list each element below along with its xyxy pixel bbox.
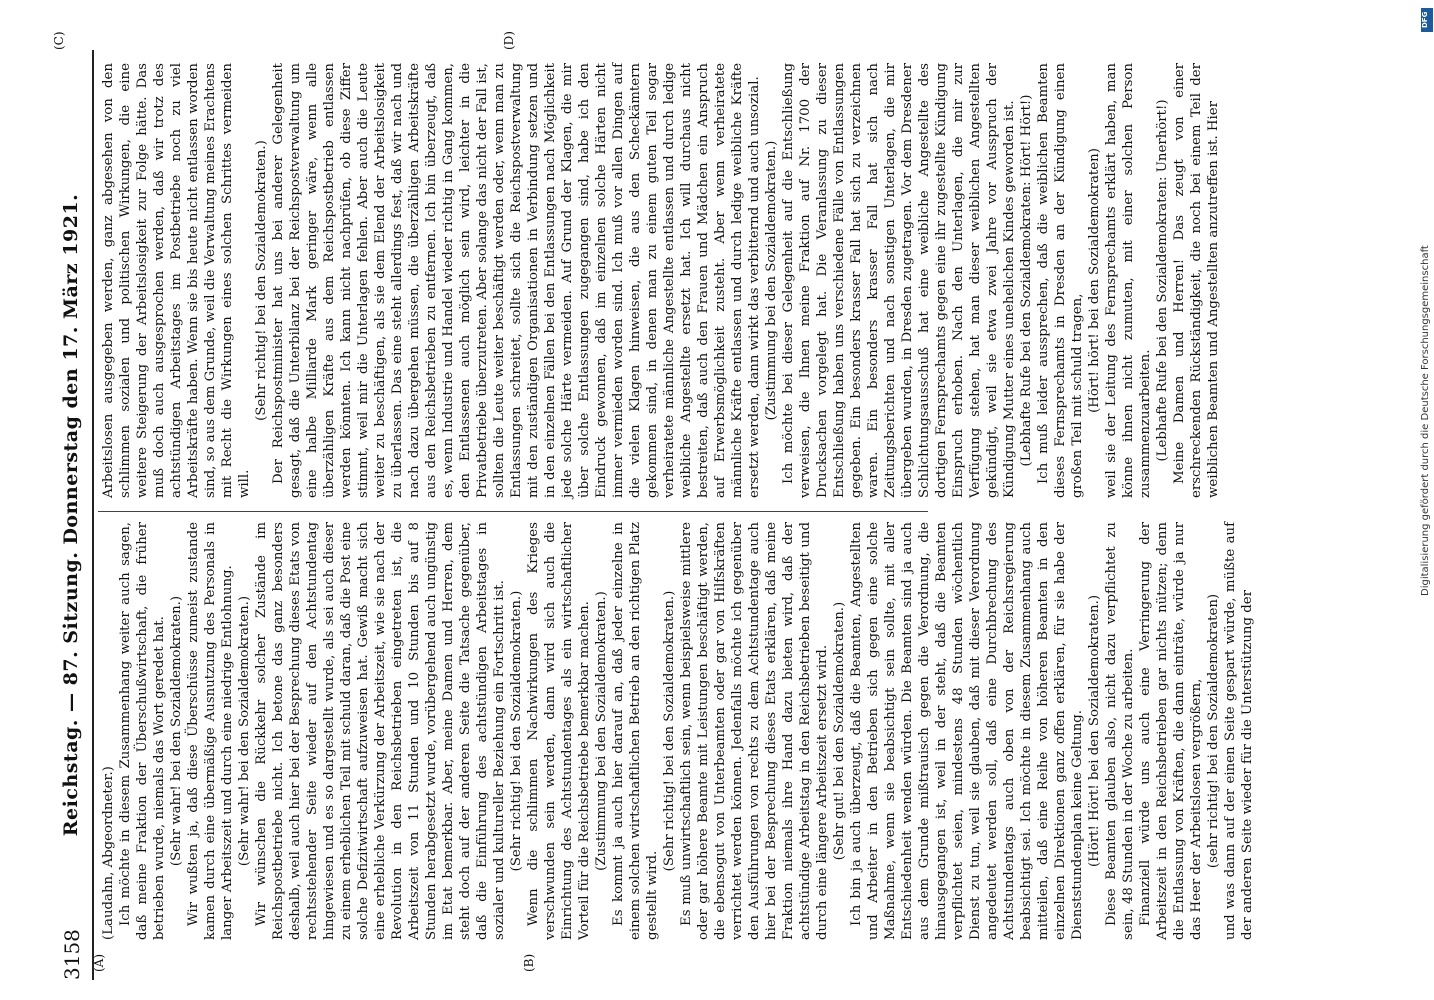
margin-mark-d: (D)	[502, 31, 516, 50]
interjection: (Sehr richtig! bei den Sozialdemokraten.)	[254, 140, 269, 421]
newspaper-page	[52, 31, 1377, 980]
digitization-credit: Digitalisierung gefördert durch die Deutsche Forschungsgemeinschaft	[1420, 245, 1431, 596]
paragraph: Meine Damen und Herren! Das zeugt von einer erschreckenden Rückständigkeit, die noch bei einem Teil der weiblichen Beamten und Angestellten anzutreffen ist. Hier	[1172, 63, 1221, 498]
paragraph: Arbeitslosen ausgegeben werden, ganz abgesehen von den schlimmen sozialen und politischen Wirkungen, die eine weitere Steigerung der Arbeitslosigkeit zur Folge hätte. Das muß doch auch ausgesprochen werden, daß wir trotz des achtstündigen Arbeitstages im Postbetriebe noch zu viel Arbeitskräfte haben. Wenn sie bis heute nicht entlassen worden sind, so aus dem Grunde, weil die Verwaltung meines Erachtens mit Recht die Wirkungen eines solchen Schrittes vermeiden will.	[101, 63, 252, 498]
interjection: (Sehr gut! bei den Sozialdemokraten.)	[832, 601, 847, 861]
interjection: (Lebhafte Rufe bei den Sozialdemokraten: Hört! Hört!)	[1019, 94, 1034, 467]
margin-mark-a: (A)	[92, 953, 106, 972]
column-divider	[98, 511, 928, 512]
page-header	[52, 50, 92, 980]
interjection: (sehr richtig! bei den Sozialdemokraten)	[1206, 593, 1221, 869]
interjection: (Sehr wahr! bei den Sozialdemokraten.)	[169, 595, 184, 867]
interjection: (Zustimmung bei den Sozialdemokraten.)	[594, 591, 609, 871]
paragraph: Wenn die schlimmen Nachwirkungen des Krieges verschwunden sein werden, dann wird sich auch die Einrichtung des Achtstundentages als ein wirtschaftlicher Vorteil für die Reichsbetriebe bemerkbar machen.	[526, 522, 592, 940]
margin-mark-b: (B)	[522, 953, 536, 972]
interjection: (Hört! hört! bei den Sozialdemokraten)	[1087, 148, 1102, 413]
paragraph: Finanziell würde uns auch eine Verringerung der Arbeitszeit in den Reichsbetrieben gar nichts nützen; denn die Entlassung von Kräften, die dann einträte, würde ja nur das Heer der Arbeitslosen vergrößern,	[1138, 522, 1204, 940]
paragraph: Wir wußten ja, daß diese Überschüsse zumeist zustande kamen durch eine übermäßige Ausnutzung des Personals in langer Arbeitszeit und durch eine niedrige Entlohnung.	[186, 522, 235, 940]
paragraph: Es kommt ja auch hier darauf an, daß jeder einzelne in einem solchen wirtschaftlichen Betrieb an den richtigen Platz gestellt wird.	[611, 522, 660, 940]
dfg-logo: DFG	[1421, 8, 1433, 32]
left-column	[100, 522, 1255, 940]
paragraph: Ich bin ja auch überzeugt, daß die Beamten, Angestellten und Arbeiter in den Betrieben sich gegen eine solche Maßnahme, wenn sie beabsichtigt sein sollte, mit aller Entschiedenheit wenden würden. Die Beamten sind ja auch aus dem Grunde mißtrauisch gegen die Verordnung, die hinausgegangen ist, weil in der steht, daß die Beamten verpflichtet seien, mindestens 48 Stunden wöchentlich Dienst zu tun, weil sie glauben, daß mit dieser Verordnung angedeutet werden soll, daß eine Durchbrechung des Achtstundentags auch oben von der Reichsregierung beabsichtigt sei. Ich möchte in diesem Zusammenhang auch mitteilen, daß eine Reihe von höheren Beamten in den einzelnen Direktionen ganz offen erklären, für sie habe der Dienststundenplan keine Geltung.	[849, 522, 1085, 940]
running-title: Reichstag. — 87. Sitzung. Donnerstag den 17. März 1921.	[60, 193, 82, 837]
paragraph: Ich möchte bei dieser Gelegenheit auf die Entschließung verweisen, die Ihnen meine Fraktion auf Nr. 1700 der Drucksachen vorgelegt hat. Die Veranlassung zu dieser Entschließung haben uns verschiedene Fälle von Entlassungen gegeben. Ein besonders krasser Fall hat sich zu verzeichnen waren. Ein besonders krasser Fall hat sich nach Zeitungsberichten und nach sonstigen Unterlagen, die mir übergeben wurden, in Dresden zugetragen. Vor dem Dresdener Schlichtungsausschuß hat eine weibliche Angestellte des dortigen Fernsprechamts gegen eine ihr zugestellte Kündigung Einspruch erhoben. Nach den Unterlagen, die mir zur Verfügung stehen, hat man dieser weiblichen Angestellten gekündigt, weil sie etwa zwei Jahre vor Ausspruch der Kündigung Mutter eines unehelichen Kindes geworden ist.	[781, 63, 1017, 498]
interjection: (Sehr wahr! bei den Sozialdemokraten.)	[237, 595, 252, 867]
speaker-line: (Laudahn, Abgeordneter.)	[101, 766, 116, 940]
paragraph: Ich muß leider aussprechen, daß die weiblichen Beamten dieses Fernsprechamts in Dresden an der Kündigung einen großen Teil mit schuld tragen,	[1036, 63, 1085, 498]
paragraph: und was dann auf der einen Seite gespart würde, müßte auf der anderen Seite wieder für die Unterstützung der	[1223, 522, 1255, 940]
paragraph: Diese Beamten glauben also, nicht dazu verpflichtet zu sein, 48 Stunden in der Woche zu arbeiten.	[1104, 522, 1136, 940]
margin-mark-c: (C)	[52, 31, 66, 50]
interjection: (Hört! Hört! bei den Sozialdemokraten.)	[1087, 594, 1102, 868]
page-number: 3158	[60, 929, 84, 980]
interjection: (Zustimmung bei den Sozialdemokraten.)	[764, 140, 779, 421]
interjection: (Sehr richtig! bei den Sozialdemokraten.)	[509, 590, 524, 872]
paragraph: Ich möchte in diesem Zusammenhang weiter auch sagen, daß meine Fraktion der Überschußwirtschaft, die früher betrieben wurde, niemals das Wort geredet hat.	[118, 522, 167, 940]
paragraph: Der Reichspostminister hat uns bei anderer Gelegenheit gesagt, daß die Unterbilanz bei der Reichspostverwaltung um eine halbe Milliarde Mark geringer wäre, wenn alle überzähligen Kräfte aus dem Reichspostbetrieb entlassen werden könnten. Ich kann nicht nachprüfen, ob diese Ziffer stimmt, weil mir die Unterlagen fehlen. Aber auch die Leute weiter zu beschäftigen, als sie dem Elend der Arbeitslosigkeit zu überlassen. Das eine steht allerdings fest, daß wir nach und nach dazu übergehen müssen, die überzähligen Arbeitskräfte aus den Reichsbetrieben zu entfernen. Ich bin überzeugt, daß es, wenn Industrie und Handel wieder richtig in Gang kommen, den Entlassenen auch möglich sein wird, leichter in die Privatbetriebe überzutreten. Aber solange das nicht der Fall ist, sollten die Leute weiter beschäftigt werden oder, wenn man zu Entlassungen schreitet, sollte sich die Reichspostverwaltung mit den zuständigen Organisationen in Verbindung setzen und in den einzelnen Fällen bei den Entlassungen nach Möglichkeit jede solche Härte vermeiden. Auf Grund der Klagen, die mir über solche Entlassungen zugegangen sind, habe ich den Eindruck gewonnen, daß im einzelnen solche Härten nicht immer vermieden worden sind. Ich muß vor allen Dingen auf die vielen Klagen hinweisen, die aus den Scheckämtern gekommen sind, in denen man zu einem guten Teil sogar verheiratete männliche Angestellte entlassen und durch ledige weibliche Angestellte ersetzt hat. Ich will durchaus nicht bestreiten, daß auch den Frauen und Mädchen ein Anspruch auf Erwerbsmöglichkeit zusteht. Aber wenn verheiratete männliche Kräfte entlassen und durch ledige weibliche Kräfte ersetzt werden, dann wirkt das verbitternd und auch unsozial.	[271, 63, 762, 498]
header-rule	[92, 50, 94, 980]
paragraph: Es muß unwirtschaftlich sein, wenn beispielsweise mittlere oder gar höhere Beamte mit Leistungen beschäftigt werden, die ebensogut von Unterbeamten oder gar von Hilfskräften verrichtet werden können. Jedenfalls möchte ich gegenüber den Ausführungen von rechts zu dem Achtstundentage auch hier bei der Besprechung dieses Etats erklären, daß meine Fraktion niemals ihre Hand dazu bieten wird, daß der achtstündige Arbeitstag in den Reichsbetrieben beseitigt und durch eine längere Arbeitszeit ersetzt wird.	[679, 522, 830, 940]
paragraph: Wir wünschen die Rückkehr solcher Zustände im Reichspostbetriebe nicht. Ich betone das ganz besonders deshalb, weil auch hier bei der Besprechung dieses Etats von rechtsstehender Seite wieder auf den Achtstundentag hingewiesen und es so dargestellt wurde, als sei auch dieser zu einem erheblichen Teil mit schuld daran, daß die Post eine solche Defizitwirtschaft aufzuweisen hat. Gewiß macht sich eine erhebliche Verkürzung der Arbeitszeit, wie sie nach der Revolution in den Reichsbetrieben eingetreten ist, die Arbeitszeit von 11 Stunden und 10 Stunden bis auf 8 Stunden herabgesetzt wurde, vorübergehend auch ungünstig im Etat bemerkbar. Aber, meine Damen und Herren, dem steht doch auf der anderen Seite die Tatsache gegenüber, daß die Einführung des achtstündigen Arbeitstages in sozialer und kultureller Beziehung ein Fortschritt ist.	[254, 522, 507, 940]
interjection: (Sehr richtig! bei den Sozialdemokraten.)	[662, 590, 677, 872]
right-column	[100, 63, 1221, 498]
interjection: (Lebhafte Rufe bei den Sozialdemokraten: Unerhört!)	[1155, 99, 1170, 462]
paragraph: weil sie der Leitung des Fernsprechamts erklärt haben, man könne ihnen nicht zumuten, mit einer solchen Person zusammenzuarbeiten.	[1104, 63, 1153, 498]
